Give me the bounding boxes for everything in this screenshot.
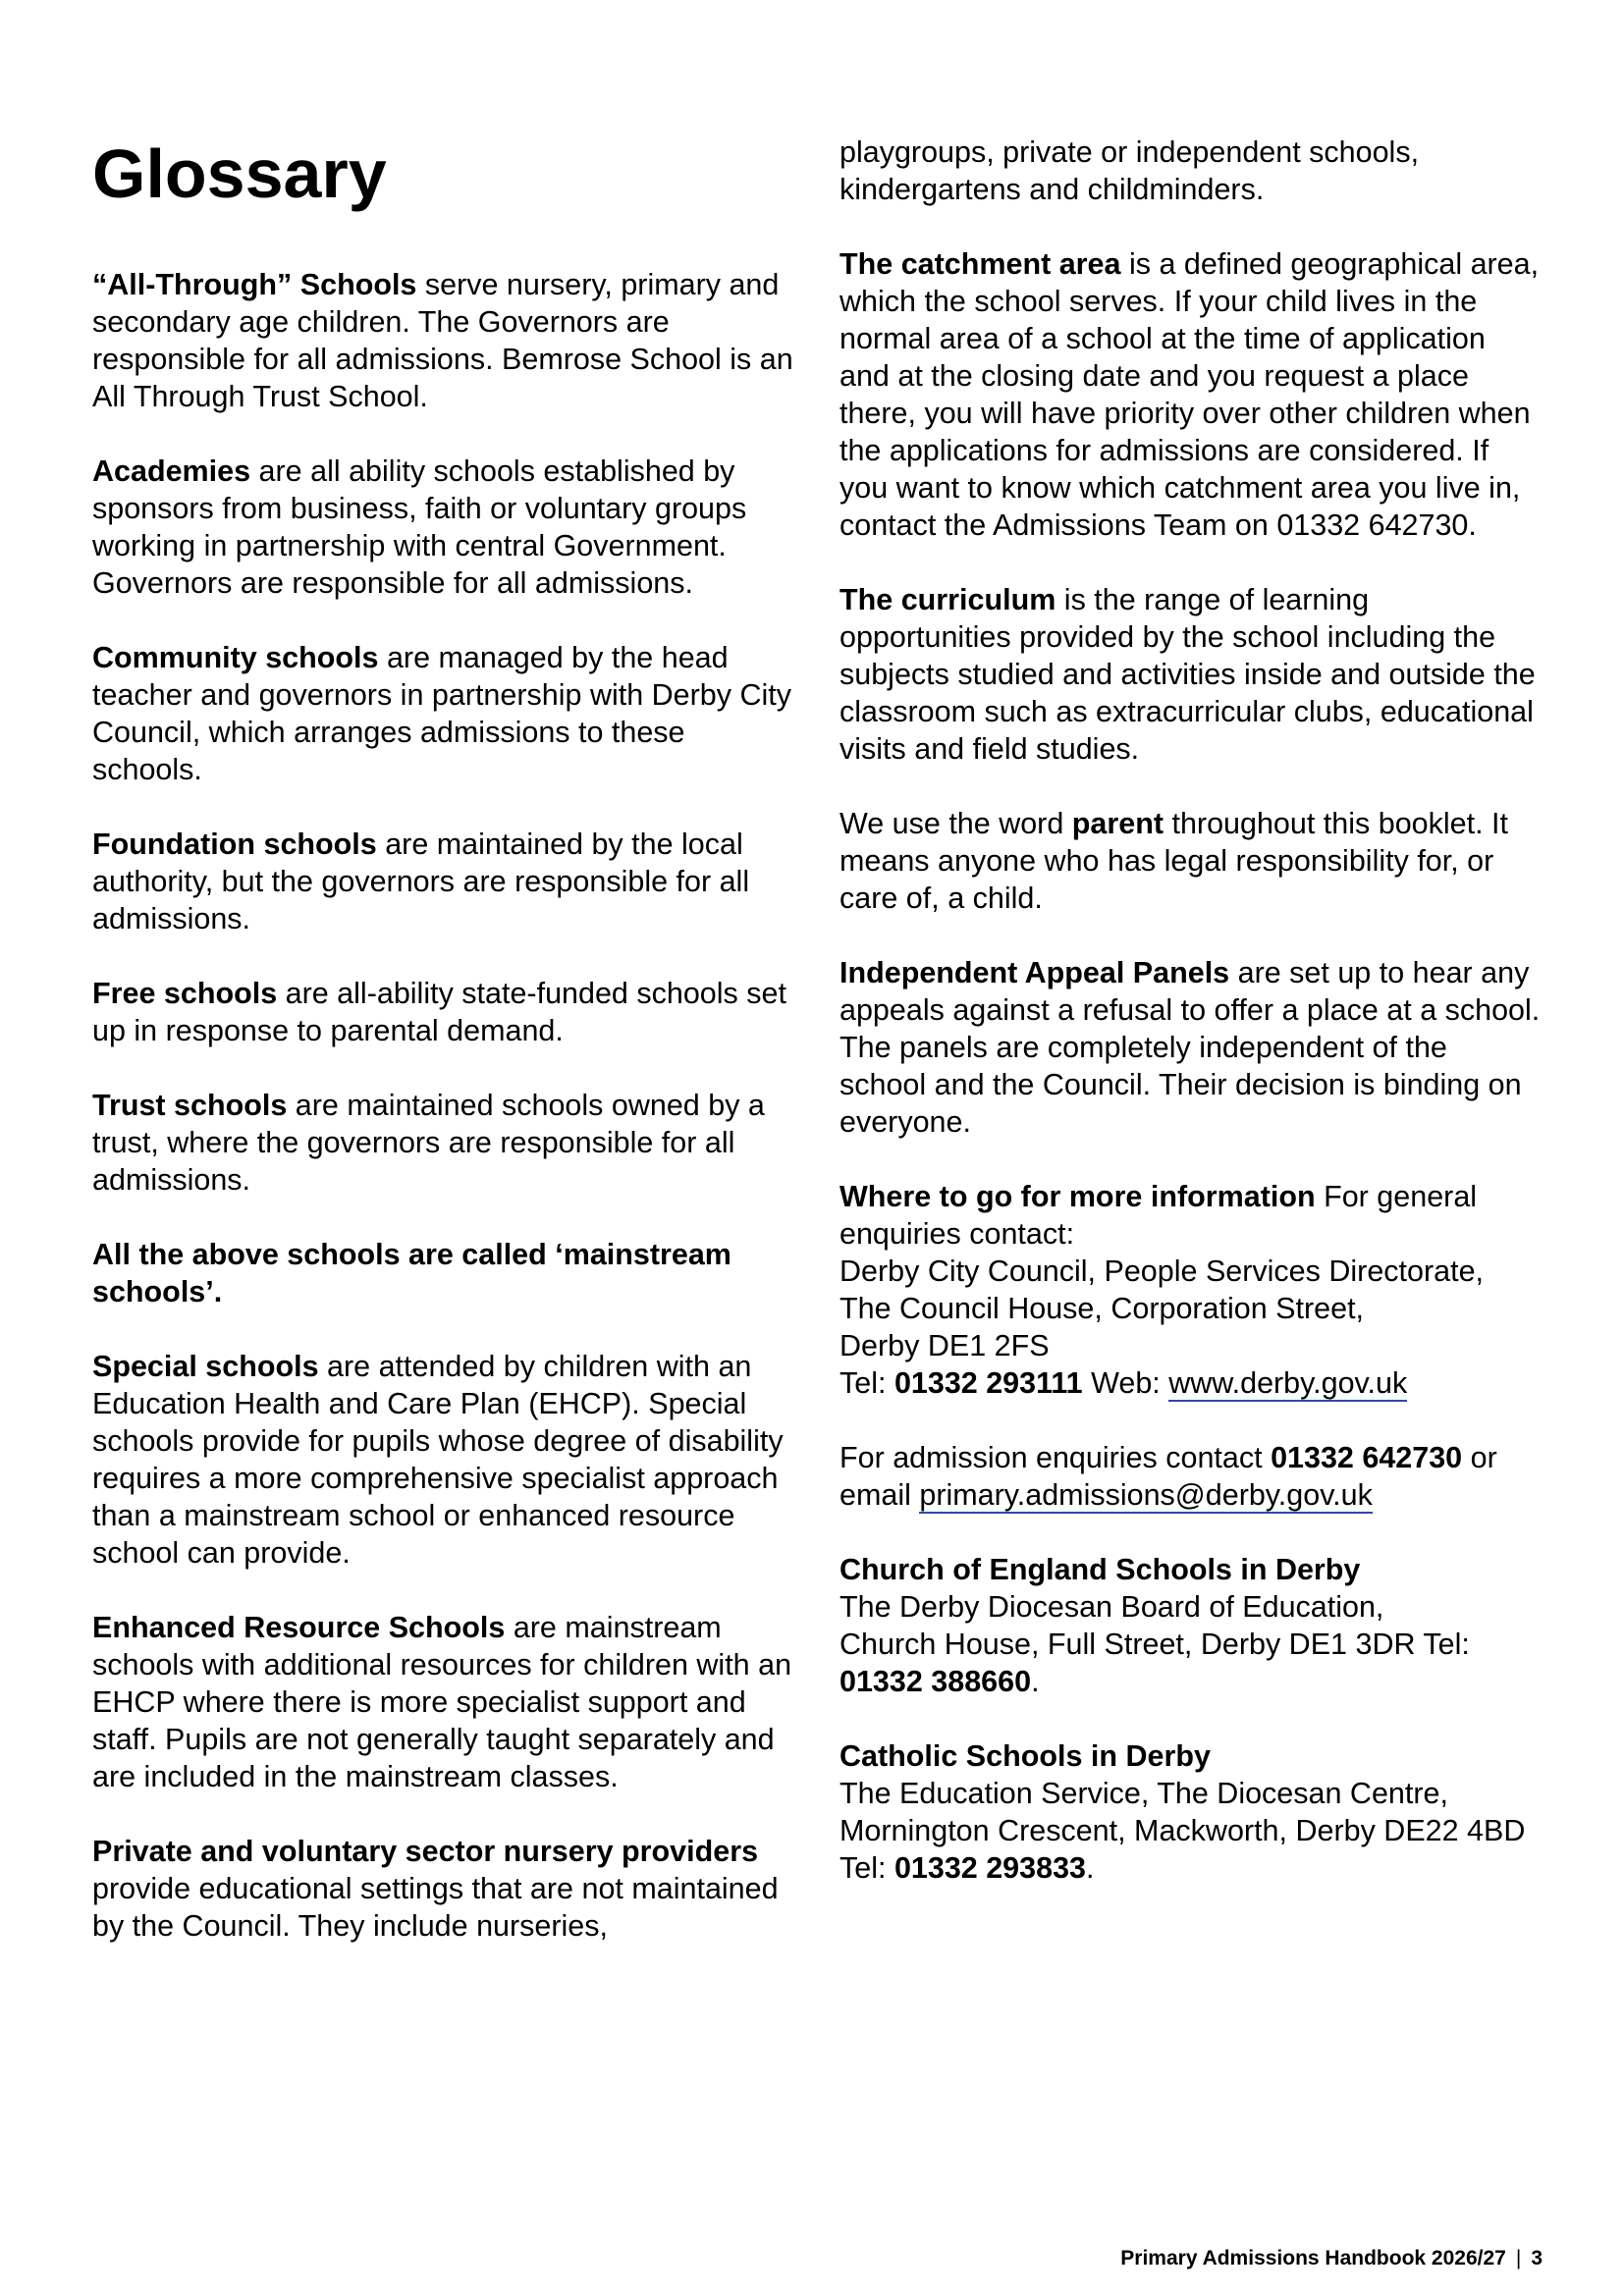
entry-academies	[92, 453, 799, 602]
footer-separator: |	[1515, 2247, 1522, 2269]
phone-number: 01332 388660	[839, 1665, 1032, 1698]
term: Foundation schools	[92, 828, 377, 861]
address-line: Church House, Full Street, Derby DE1 3DR Tel:	[839, 1628, 1470, 1661]
website-link[interactable]: www.derby.gov.uk	[1168, 1366, 1408, 1400]
definition-prefix: We use the word	[839, 807, 1072, 840]
web-label: Web:	[1082, 1366, 1169, 1400]
term: The catchment area	[839, 247, 1121, 281]
phone-number: 01332 293111	[893, 1366, 1083, 1400]
entry-church-of-england	[839, 1551, 1542, 1700]
definition: serve nursery, primary and secondary age children. The Governors are responsible for all admissions. Bemrose School is an All Through Trust School.	[92, 268, 793, 413]
email-link[interactable]: primary.admissions@derby.gov.uk	[919, 1478, 1373, 1512]
term: The curriculum	[839, 583, 1056, 616]
definition: provide educational settings that are not maintained by the Council. They include nurseries,	[92, 1872, 779, 1943]
tel-label: Tel:	[839, 1366, 894, 1400]
page-footer	[1120, 2247, 1543, 2270]
mainstream-note	[92, 1236, 799, 1310]
entry-catchment-area	[839, 245, 1542, 544]
right-column	[839, 133, 1542, 1924]
punctuation: .	[1031, 1665, 1040, 1698]
entry-parent	[839, 805, 1542, 917]
entry-free-schools	[92, 975, 799, 1049]
entry-catholic-schools	[839, 1737, 1542, 1887]
definition: are all ability schools established by sponsors from business, faith or voluntary groups working in partnership with central Government. Governors are responsible for all admissions.	[92, 454, 747, 600]
punctuation: .	[1086, 1851, 1095, 1885]
definition: is the range of learning opportunities provided by the school including the subjects studied and activities inside and outside the classroom such as extracurricular clubs, educational visits and field studies.	[839, 583, 1536, 766]
entry-curriculum	[839, 581, 1542, 768]
address-line: Mornington Crescent, Mackworth, Derby DE22 4BD Tel:	[839, 1814, 1526, 1885]
phone-number: 01332 293833	[893, 1851, 1087, 1885]
address-line: The Derby Diocesan Board of Education,	[839, 1590, 1384, 1624]
term: Catholic Schools in Derby	[839, 1739, 1211, 1773]
text: or email	[839, 1441, 1497, 1512]
entry-all-through	[92, 266, 799, 415]
entry-admission-enquiries	[839, 1439, 1542, 1514]
entry-private-continued	[839, 133, 1542, 208]
definition: For general enquiries contact:	[839, 1180, 1478, 1251]
term: Academies	[92, 454, 251, 488]
term: Private and voluntary sector nursery providers	[92, 1835, 759, 1868]
entry-trust-schools	[92, 1087, 799, 1199]
definition: playgroups, private or independent schools, kindergartens and childminders.	[839, 135, 1420, 206]
term: Trust schools	[92, 1089, 288, 1122]
entry-foundation-schools	[92, 826, 799, 937]
note-text: All the above schools are called ‘mainstream schools’.	[92, 1238, 731, 1308]
entry-private-voluntary-providers	[92, 1833, 799, 1945]
definition: are mainstream schools with additional resources for children with an EHCP where there is more specialist support and staff. Pupils are not generally taught separately and are included in the mainstream classes.	[92, 1611, 792, 1793]
definition: are managed by the head teacher and governors in partnership with Derby City Council, which arranges admissions to these schools.	[92, 641, 792, 786]
address-line: Derby DE1 2FS	[839, 1329, 1050, 1362]
phone-number: 01332 642730	[1271, 1441, 1463, 1474]
term: Where to go for more information	[839, 1180, 1316, 1213]
term: Independent Appeal Panels	[839, 956, 1230, 989]
definition: are maintained schools owned by a trust, where the governors are responsible for all admissions.	[92, 1089, 765, 1197]
definition: are attended by children with an Education Health and Care Plan (EHCP). Special schools provide for pupils whose degree of disability requires a more comprehensive specialist approach than a mainstream school or enhanced resource school can provide.	[92, 1350, 784, 1570]
definition: are maintained by the local authority, but the governors are responsible for all admissions.	[92, 828, 750, 935]
term: Enhanced Resource Schools	[92, 1611, 506, 1644]
definition: is a defined geographical area, which the school serves. If your child lives in the normal area of a school at the time of application and at the closing date and you request a place there, you will have priority over other children when the applications for admissions are considered. If you want to know which catchment area you live in, contact the Admissions Team on 01332 642730.	[839, 247, 1540, 542]
left-column	[92, 133, 799, 1982]
footer-title: Primary Admissions Handbook 2026/27	[1120, 2247, 1506, 2269]
definition: are all-ability state-funded schools set up in response to parental demand.	[92, 977, 786, 1047]
address-line: The Council House, Corporation Street,	[839, 1292, 1365, 1325]
term: Church of England Schools in Derby	[839, 1553, 1361, 1586]
entry-special-schools	[92, 1348, 799, 1572]
address-line: Derby City Council, People Services Directorate,	[839, 1255, 1485, 1288]
definition: throughout this booklet. It means anyone who has legal responsibility for, or care of, a child.	[839, 807, 1508, 915]
entry-community-schools	[92, 639, 799, 788]
term: “All-Through” Schools	[92, 268, 417, 301]
term: Special schools	[92, 1350, 319, 1383]
definition: are set up to hear any appeals against a refusal to offer a place at a school. The panels are completely independent of the school and the Council. Their decision is binding on everyone.	[839, 956, 1541, 1139]
text: For admission enquiries contact	[839, 1441, 1272, 1474]
term: Community schools	[92, 641, 379, 674]
term: Free schools	[92, 977, 278, 1010]
entry-more-information	[839, 1178, 1542, 1402]
term: parent	[1071, 807, 1164, 840]
page-title: Glossary	[92, 135, 387, 212]
page-number: 3	[1531, 2247, 1543, 2269]
address-line: The Education Service, The Diocesan Centre,	[839, 1777, 1448, 1810]
entry-enhanced-resource-schools	[92, 1609, 799, 1795]
entry-appeal-panels	[839, 954, 1542, 1141]
